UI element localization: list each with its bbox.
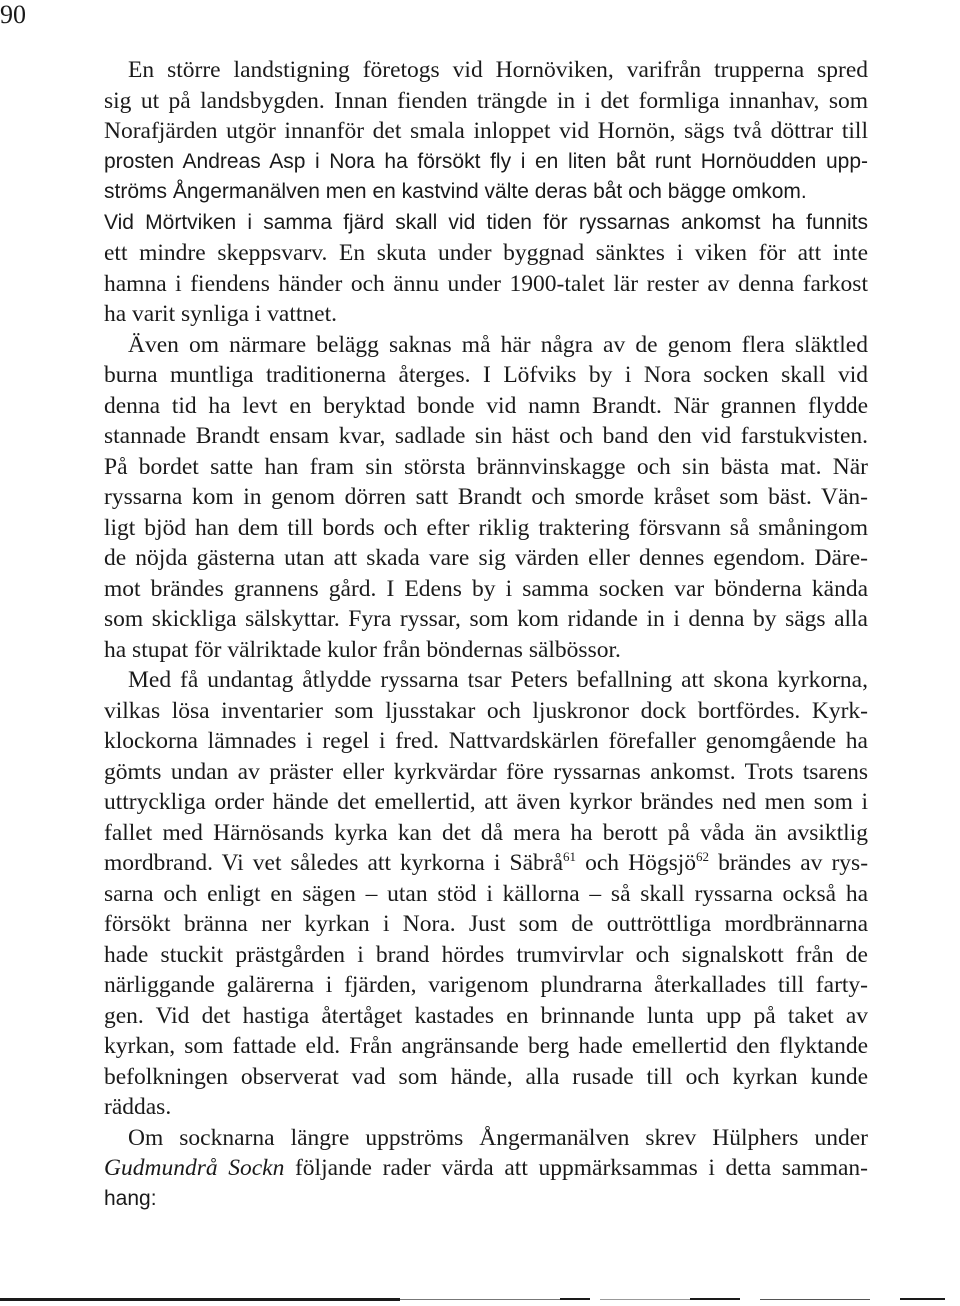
text-line: Vid Mörtviken i samma fjärd skall vid tiden för ryssarnas ankomst ha funnits <box>104 210 868 234</box>
text-line: hang: <box>104 1186 157 1210</box>
text-line: gömts undan av präster eller kyrkvärdar före ryssarnas ankomst. Trots tsarens <box>104 758 868 785</box>
text-line: sarna och enligt en sägen – utan stöd i källorna – så skall ryssarna också ha <box>104 880 868 907</box>
text-line: ha varit synliga i vattnet. <box>104 301 337 327</box>
paragraph-1 <box>104 55 868 330</box>
work-title: Gudmundrå Sockn <box>104 1155 285 1181</box>
text-segment: brändes av rys- <box>709 850 869 876</box>
text-line: burna muntliga traditionerna återges. I Löfviks by i Nora socken skall vid <box>104 362 868 388</box>
text-line: räddas. <box>104 1094 172 1120</box>
text-line: närliggande galärerna i fjärden, varigenom plundrarna återkallades till farty- <box>104 972 868 998</box>
text-segment: följande rader värda att uppmärksammas i detta samman- <box>284 1155 868 1181</box>
footnote-ref-62[interactable]: 62 <box>696 849 710 864</box>
page-number: 90 <box>0 0 26 29</box>
text-line: Med få undantag åtlydde ryssarna tsar Peters befallning att skona kyrkorna, <box>128 667 868 693</box>
text-line: uttryckliga order hände det emellertid, att även kyrkor brändes ned men som i <box>104 789 868 815</box>
text-line: En större landstigning företogs vid Hornöviken, varifrån trupperna spred <box>128 57 868 83</box>
text-line: ligt bjöd han dem till bords och efter riklig traktering försvann så småningom <box>104 514 868 541</box>
footnote-ref-61[interactable]: 61 <box>563 849 577 864</box>
text-segment: mordbrand. Vi vet således att kyrkorna i Säbrå <box>104 850 564 876</box>
text-line: kyrkan, som fattade eld. Från angränsande berg hade emellertid den flyktande <box>104 1033 868 1059</box>
text-line: försökt bränna ner kyrkan i Nora. Just som de outtröttliga mordbrännarna <box>104 911 868 937</box>
paragraph-4 <box>104 1123 868 1215</box>
text-line: mot brändes grannens gård. I Edens by i samma socken var bönderna kända <box>104 575 868 602</box>
text-line: Även om närmare belägg saknas må här några av de genom flera släktled <box>128 331 868 358</box>
text-line: hade stuckit prästgården i brand hördes trumvirvlar och signalskott från de <box>104 941 868 968</box>
text-line: denna tid ha levt en beryktad bonde vid namn Brandt. När grannen flydde <box>104 392 868 419</box>
text-line: sig ut på landsbygden. Innan fienden trängde in i det formliga innanhav, som <box>104 87 868 114</box>
text-segment: och Högsjö <box>576 850 697 876</box>
text-line: Norafjärden utgör innanför det smala inloppet vid Hornön, sägs två döttrar till <box>104 118 868 144</box>
text-line: fallet med Härnösands kyrka kan det då mera ha berott på våda än avsiktlig <box>104 819 868 846</box>
text-line: som skickliga sälskyttar. Fyra ryssar, som kom ridande in i denna by sägs alla <box>104 606 868 632</box>
paragraph-2 <box>104 330 868 666</box>
body-text <box>104 55 868 1214</box>
text-line: På bordet satte han fram sin största brännvinskagge och sin bästa mat. När <box>104 453 868 480</box>
text-line: de nöjda gästerna utan att skada vare sig värden eller dennes egendom. Däre- <box>104 545 868 571</box>
text-line: ha stupat för välriktade kulor från böndernas sälbössor. <box>104 636 621 663</box>
bottom-scan-edge <box>0 1296 960 1306</box>
text-line: ett mindre skeppsvarv. En skuta under byggnad sänktes i viken för att inte <box>104 240 868 266</box>
text-line: hamna i fiendens händer och ännu under 1900-talet lär rester av denna farkost <box>104 270 868 297</box>
text-line: klockorna lämnades i regel i fred. Nattvardskärlen förefaller genomgående ha <box>104 728 868 754</box>
text-line: ryssarna kom in genom dörren satt Brandt och smorde kråset som bäst. Vän- <box>104 484 868 510</box>
text-line: vilkas lösa inventarier som ljusstakar och ljuskronor dock bortfördes. Kyrk- <box>104 697 868 724</box>
text-line-with-footnotes <box>104 848 868 879</box>
text-line: Om socknarna längre uppströms Ångermanälven skrev Hülphers under <box>128 1124 868 1151</box>
text-line: prosten Andreas Asp i Nora ha försökt fly i en liten båt runt Hornöudden upp- <box>104 149 868 173</box>
text-line: befolkningen observerat vad som hände, alla rusade till och kyrkan kunde <box>104 1063 868 1090</box>
paragraph-3 <box>104 665 868 1123</box>
text-line: stannade Brandt ensam kvar, sadlade sin häst och band den vid farstukvisten. <box>104 423 868 449</box>
text-line-with-title <box>104 1153 868 1184</box>
text-line: gen. Vid det hastiga återtåget kastades en brinnande lunta upp på taket av <box>104 1002 868 1029</box>
text-line: ströms Ångermanälven men en kastvind välte deras båt och bägge omkom. <box>104 180 807 203</box>
